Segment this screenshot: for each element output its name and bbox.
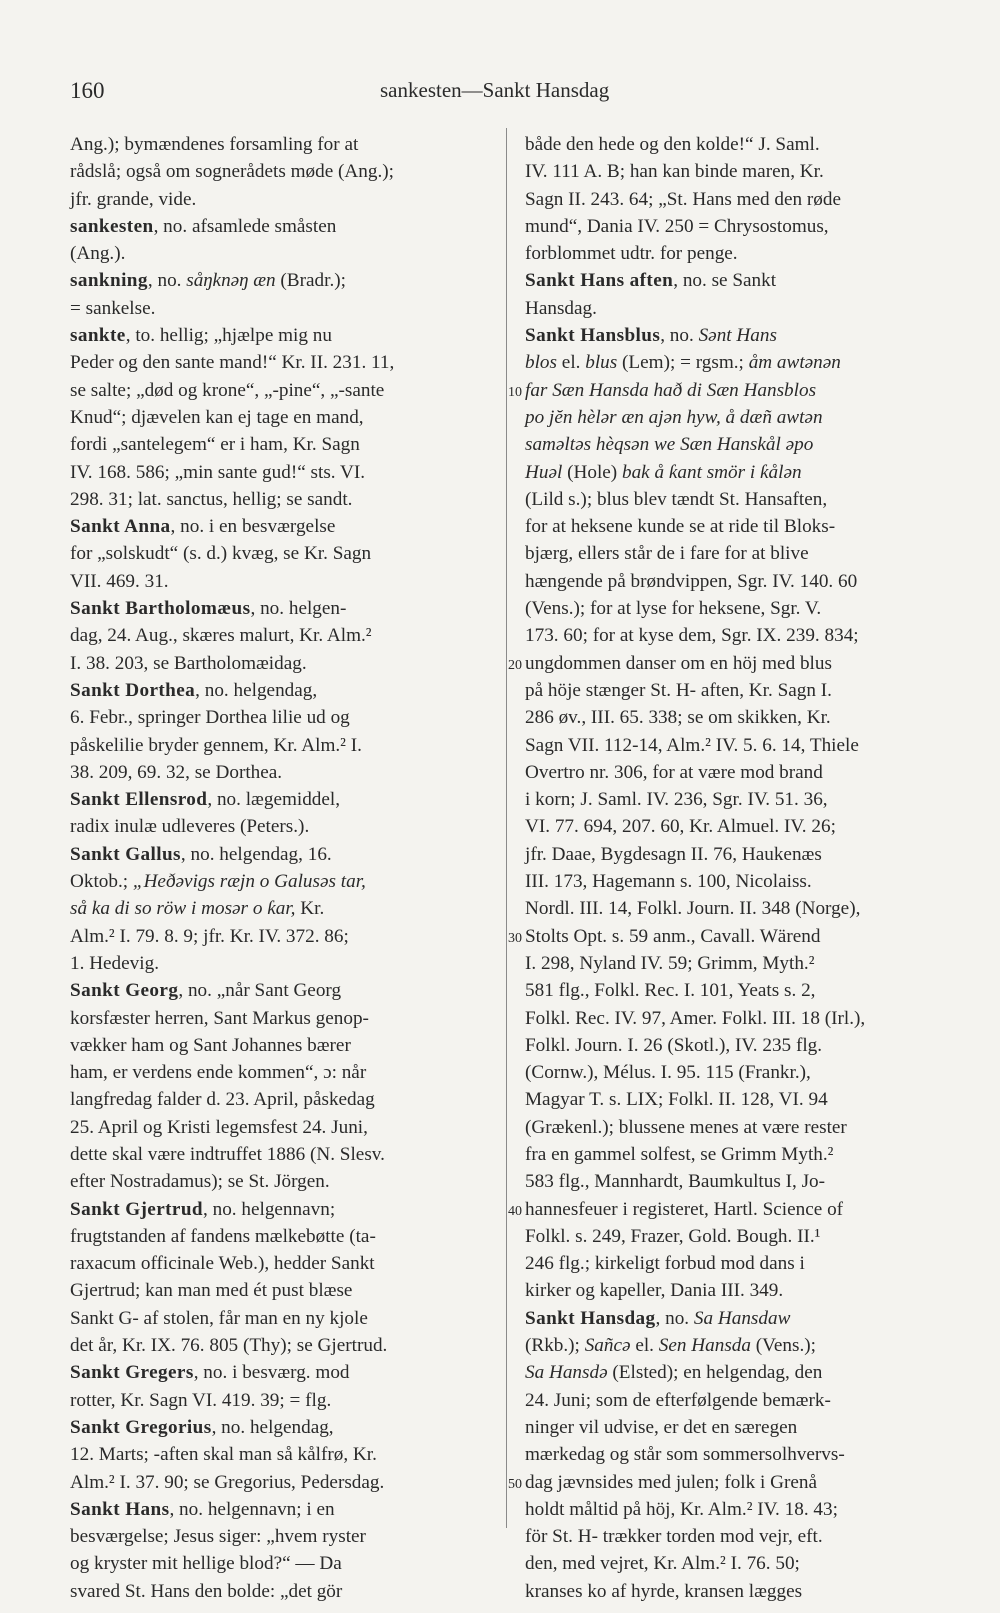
text-line [525,1250,955,1277]
text-segment: III. 173, Hagemann s. 100, Nicolaiss. [525,871,812,893]
text-line [525,349,955,376]
text-segment: , no. helgen- [250,598,347,620]
text-line [70,568,500,595]
text-segment: , no. helgendag, [211,1416,334,1438]
text-line [525,1059,955,1086]
text-segment: I. 38. 203, se Bartholomæidag. [70,652,307,674]
text-line [525,267,955,294]
headword: Sankt Georg [70,980,179,1002]
text-line [525,1114,955,1141]
text-line [70,1059,500,1086]
text-segment: (Rkb.); [525,1335,585,1357]
text-segment: korsfæster herren, Sant Markus genop- [70,1007,369,1029]
text-segment: , no. lægemiddel, [207,789,341,811]
text-segment: rådslå; også om sognerådets møde (Ang.); [70,161,394,183]
text-segment: Sagn VII. 112-14, Alm.² IV. 5. 6. 14, Thiele [525,734,859,756]
text-line [70,950,500,977]
text-line [508,650,955,677]
dialect-form: po jĕn hèlər æn ajən hyw, å dæñ awtən [525,406,823,428]
text-segment: (Bradr.); [275,270,346,292]
text-line [525,677,955,704]
text-segment: (Grækenl.); blussene menes at være rester [525,1116,847,1138]
text-line [70,486,500,513]
text-line [525,1086,955,1113]
line-number: 50 [508,1476,522,1492]
text-segment: svared St. Hans den bolde: „det gör [70,1580,343,1602]
text-line [525,622,955,649]
text-line [70,622,500,649]
text-segment: (Lem); = rgsm.; [617,352,749,374]
line-number: 10 [508,384,522,400]
dialect-form: Sa Hansdaw [693,1307,791,1329]
text-line [525,841,955,868]
dialect-form: Huəl [525,461,563,483]
text-segment: ungdommen danser om en höj med blus [525,652,832,674]
text-segment: for „solskudt“ (s. d.) kvæg, se Kr. Sagn [70,543,372,565]
text-segment: Overtro nr. 306, for at være mod brand [525,761,823,783]
headword: Sankt Gregorius [70,1416,212,1438]
text-line [70,1496,500,1523]
text-line [525,1359,955,1386]
text-segment: Sagn II. 243. 64; „St. Hans med den røde [525,188,842,210]
column-divider [506,128,507,1528]
line-number: 20 [508,657,522,673]
text-line [70,1223,500,1250]
text-line [525,1387,955,1414]
text-segment: ham, er verdens ende kommen“, ɔ: når [70,1062,367,1084]
text-line [70,459,500,486]
text-line [525,732,955,759]
text-line [70,377,500,404]
text-line [525,1523,955,1550]
text-segment: Folkl. Rec. IV. 97, Amer. Folkl. III. 18 (Irl.), [525,1007,866,1029]
headword: Sankt Hans aften [525,270,674,292]
text-segment: efter Nostradamus); se St. Jörgen. [70,1171,330,1193]
text-line [70,540,500,567]
text-line [70,1332,500,1359]
headword: sankesten [70,215,154,237]
text-segment: (Ang.). [70,243,126,265]
headword: Sankt Gallus [70,843,181,865]
text-segment: Ang.); bymændenes forsamling for at [70,134,359,155]
headword: Sankt Bartholomæus [70,598,251,620]
text-segment: bjærg, ellers står de i fare for at blive [525,543,809,565]
text-segment: på höje stænger St. H- aften, Kr. Sagn I. [525,679,832,701]
text-line [525,186,955,213]
text-line [525,1005,955,1032]
text-segment: 286 øv., III. 65. 338; se om skikken, Kr. [525,707,831,729]
text-line [70,868,500,895]
text-line [70,322,500,349]
text-line [70,349,500,376]
text-line [70,595,500,622]
text-line [70,677,500,704]
text-segment: 581 flg., Folkl. Rec. I. 101, Yeats s. 2, [525,980,816,1002]
text-segment: og kryster mit hellige blod?“ — Da [70,1553,342,1575]
text-segment: , no. i besværg. mod [193,1362,350,1384]
text-segment: Gjertrud; kan man med ét pust blæse [70,1280,353,1302]
text-segment: Hansdag. [525,297,597,319]
dialect-form: Sen Hansda [658,1335,751,1357]
text-line [525,404,955,431]
text-segment: Peder og den sante mand!“ Kr. II. 231. 11, [70,352,395,374]
text-line [70,895,500,922]
dialect-form: saməltəs hèqsən we Sæn Hanskål əpo [525,434,814,456]
headword: sankte [70,325,126,347]
text-line [70,704,500,731]
text-line [525,431,955,458]
dialect-form: åm awtənən [748,352,841,374]
text-line [525,868,955,895]
text-line [70,1277,500,1304]
text-line [70,1032,500,1059]
text-segment: VI. 77. 694, 207. 60, Kr. Almuel. IV. 26; [525,816,836,838]
text-line [525,759,955,786]
text-segment: (Vens.); [750,1335,816,1357]
text-line [525,1168,955,1195]
text-segment: 173. 60; for at kyse dem, Sgr. IX. 239. 834; [525,625,859,647]
text-line [70,977,500,1004]
text-segment: det år, Kr. IX. 76. 805 (Thy); se Gjertrud. [70,1335,388,1357]
text-line [525,813,955,840]
text-line [70,158,500,185]
text-line [70,841,500,868]
text-segment: (Elsted); en helgendag, den [607,1362,823,1384]
text-segment: (Hole) [562,461,622,483]
text-line [70,131,500,158]
text-segment: hannesfeuer i registeret, Hartl. Science of [525,1198,844,1220]
left-column [70,131,500,1605]
text-segment: Nordl. III. 14, Folkl. Journ. II. 348 (Norge), [525,898,861,920]
text-segment: dette skal være indtruffet 1886 (N. Slesv. [70,1143,385,1165]
text-line [508,377,955,404]
text-segment: IV. 168. 586; „min sante gud!“ sts. VI. [70,461,366,483]
text-segment: , no. se Sankt [673,270,777,292]
dialect-form: såŋknəŋ æn [186,270,276,292]
text-line [70,1196,500,1223]
text-segment: hængende på brøndvippen, Sgr. IV. 140. 60 [525,570,858,592]
text-segment: langfredag falder d. 23. April, påskedag [70,1089,375,1111]
text-segment: el. [630,1335,659,1357]
text-segment: , no. helgendag, [195,679,318,701]
text-segment: 246 flg.; kirkeligt forbud mod dans i [525,1253,805,1275]
text-line [525,977,955,1004]
text-line [70,650,500,677]
text-segment: , no. i en besværgelse [170,516,336,538]
text-line [70,786,500,813]
text-segment: frugtstanden af fandens mælkebøtte (ta- [70,1225,376,1247]
text-line [525,895,955,922]
text-line [525,786,955,813]
text-segment: för St. H- trækker torden mod vejr, eft. [525,1526,823,1548]
text-segment: , no. „når Sant Georg [178,980,342,1002]
text-line [70,404,500,431]
text-line [525,1578,955,1605]
text-segment: i korn; J. Saml. IV. 236, Sgr. IV. 51. 36, [525,789,828,811]
text-segment: , no. [147,270,187,292]
dialect-form: Sa Hansdə [525,1362,608,1384]
text-segment: kirker og kapeller, Dania III. 349. [525,1280,784,1302]
text-segment: (Vens.); for at lyse for heksene, Sgr. V. [525,598,822,620]
text-segment: rotter, Kr. Sagn VI. 419. 39; = flg. [70,1389,332,1411]
text-segment: = sankelse. [70,297,156,319]
right-column [508,131,955,1605]
headword: Sankt Dorthea [70,679,196,701]
headword: sankning [70,270,148,292]
text-segment: Alm.² I. 79. 8. 9; jfr. Kr. IV. 372. 86; [70,925,349,947]
text-line [525,1277,955,1304]
headword: Sankt Hansdag [525,1307,656,1329]
headword: Sankt Gjertrud [70,1198,203,1220]
text-line [525,1550,955,1577]
text-segment: 583 flg., Mannhardt, Baumkultus I, Jo- [525,1171,826,1193]
text-line [525,240,955,267]
text-segment: forblommet udtr. for penge. [525,243,738,265]
text-segment: 6. Febr., springer Dorthea lilie ud og [70,707,350,729]
line-number: 40 [508,1203,522,1219]
dialect-form: Sañcə [584,1335,631,1357]
text-segment: Magyar T. s. LIX; Folkl. II. 128, VI. 94 [525,1089,828,1111]
text-segment: Kr. [295,898,325,920]
text-line [70,1414,500,1441]
text-line [508,1196,955,1223]
text-segment: el. [557,352,586,374]
text-line [508,1469,955,1496]
text-line [525,158,955,185]
text-line [525,1414,955,1441]
text-line [70,213,500,240]
text-segment: I. 298, Nyland IV. 59; Grimm, Myth.² [525,952,815,974]
text-segment: Stolts Opt. s. 59 anm., Cavall. Wärend [525,925,821,947]
text-segment: Knud“; djævelen kan ej tage en mand, [70,406,364,428]
text-line [70,1086,500,1113]
text-segment: , no. helgendag, 16. [180,843,332,865]
dialect-form: blus [585,352,618,374]
text-line [525,1032,955,1059]
dialect-form: „Heðəvigs ræjn o Galusəs tar, [132,871,366,893]
text-segment: kranses ko af hyrde, kransen lægges [525,1580,803,1602]
text-line [525,513,955,540]
text-line [70,1359,500,1386]
text-segment: Sankt G- af stolen, får man en ny kjole [70,1307,368,1329]
text-line [70,1441,500,1468]
text-line [70,1578,500,1605]
text-line [525,322,955,349]
text-segment: 298. 31; lat. sanctus, hellig; se sandt. [70,488,353,510]
text-segment: radix inulæ udleveres (Peters.). [70,816,310,838]
text-segment: , no. afsamlede småsten [153,215,337,237]
text-line [70,1005,500,1032]
text-line [70,1305,500,1332]
text-segment: 12. Marts; -aften skal man så kålfrø, Kr. [70,1444,377,1466]
headword: Sankt Gregers [70,1362,194,1384]
page-number: 160 [70,78,105,103]
text-line [525,1441,955,1468]
dialect-form: bak å ƙant smör i ƙålən [621,461,802,483]
text-line [70,1469,500,1496]
text-segment: påskelilie bryder gennem, Kr. Alm.² I. [70,734,362,756]
text-segment: 24. Juni; som de efterfølgende bemærk- [525,1389,831,1411]
text-line [70,513,500,540]
text-line [70,759,500,786]
text-segment: fordi „santelegem“ er i ham, Kr. Sagn [70,434,360,456]
text-line [525,295,955,322]
text-line [70,267,500,294]
text-segment: Folkl. Journ. I. 26 (Skotl.), IV. 235 flg. [525,1034,823,1056]
text-segment: se salte; „død og krone“, „-pine“, „-sante [70,379,385,401]
text-line [70,295,500,322]
text-line [525,459,955,486]
text-segment: vækker ham og Sant Johannes bærer [70,1034,351,1056]
headword: Sankt Anna [70,516,171,538]
text-segment: , no. [655,1307,694,1329]
text-segment: 38. 209, 69. 32, se Dorthea. [70,761,283,783]
text-segment: Oktob.; [70,871,133,893]
text-segment: 1. Hedevig. [70,952,159,974]
text-segment: raxacum officinale Web.), hedder Sankt [70,1253,375,1275]
text-segment: mærkedag og står som sommersolhvervs- [525,1444,845,1466]
headword: Sankt Hans [70,1498,170,1520]
text-line [508,923,955,950]
text-line [525,131,955,158]
text-line [70,1387,500,1414]
dialect-form: far Sæn Hansda hað di Sæn Hansblos [525,379,817,401]
line-number: 30 [508,930,522,946]
text-line [70,923,500,950]
text-line [70,1168,500,1195]
text-segment: for at heksene kunde se at ride til Bloks- [525,516,836,538]
dialect-form: Sənt Hans [698,325,777,347]
text-line [70,732,500,759]
text-segment: IV. 111 A. B; han kan binde maren, Kr. [525,161,824,183]
text-line [70,1114,500,1141]
text-segment: fra en gammel solfest, se Grimm Myth.² [525,1143,834,1165]
dialect-form: blos [525,352,557,374]
text-line [525,704,955,731]
text-segment: den, med vejret, Kr. Alm.² I. 76. 50; [525,1553,800,1575]
text-segment: , to. hellig; „hjælpe mig nu [125,325,332,347]
text-segment: (Cornw.), Mélus. I. 95. 115 (Frankr.), [525,1062,811,1084]
text-line [70,431,500,458]
text-line [525,1141,955,1168]
text-segment: ninger vil udvise, er det en særegen [525,1416,798,1438]
text-line [525,1496,955,1523]
text-line [70,1141,500,1168]
headword: Sankt Ellensrod [70,789,208,811]
text-line [525,1223,955,1250]
text-segment: jfr. Daae, Bygdesagn II. 76, Haukenæs [525,843,822,865]
text-segment: (Lild s.); blus blev tændt St. Hansaften, [525,488,828,510]
text-line [70,240,500,267]
text-line [70,1523,500,1550]
text-line [525,486,955,513]
text-line [70,813,500,840]
text-line [525,595,955,622]
text-segment: besværgelse; Jesus siger: „hvem ryster [70,1526,366,1548]
running-head: sankesten—Sankt Hansdag [380,78,610,102]
text-line [525,1332,955,1359]
text-line [70,1550,500,1577]
text-segment: mund“, Dania IV. 250 = Chrysostomus, [525,215,829,237]
text-line [525,213,955,240]
text-segment: holdt måltid på höj, Kr. Alm.² IV. 18. 43; [525,1498,838,1520]
dialect-form: så ka di so röw i mosər o ƙar, [70,898,296,920]
text-segment: , no. helgennavn; [203,1198,336,1220]
text-line [525,1305,955,1332]
text-segment: jfr. grande, vide. [70,188,197,210]
text-segment: VII. 469. 31. [70,570,169,592]
text-segment: dag, 24. Aug., skæres malurt, Kr. Alm.² [70,625,372,647]
text-segment: både den hede og den kolde!“ J. Saml. [525,134,820,155]
text-line [525,540,955,567]
text-segment: dag jævnsides med julen; folk i Grenå [525,1471,818,1493]
text-segment: Folkl. s. 249, Frazer, Gold. Bough. II.¹ [525,1225,821,1247]
text-segment: 25. April og Kristi legemsfest 24. Juni, [70,1116,368,1138]
text-segment: , no. helgennavn; i en [169,1498,335,1520]
headword: Sankt Hansblus [525,325,661,347]
text-segment: , no. [660,325,699,347]
text-line [70,1250,500,1277]
text-segment: Alm.² I. 37. 90; se Gregorius, Pedersdag. [70,1471,385,1493]
text-line [70,186,500,213]
text-line [525,568,955,595]
text-line [525,950,955,977]
